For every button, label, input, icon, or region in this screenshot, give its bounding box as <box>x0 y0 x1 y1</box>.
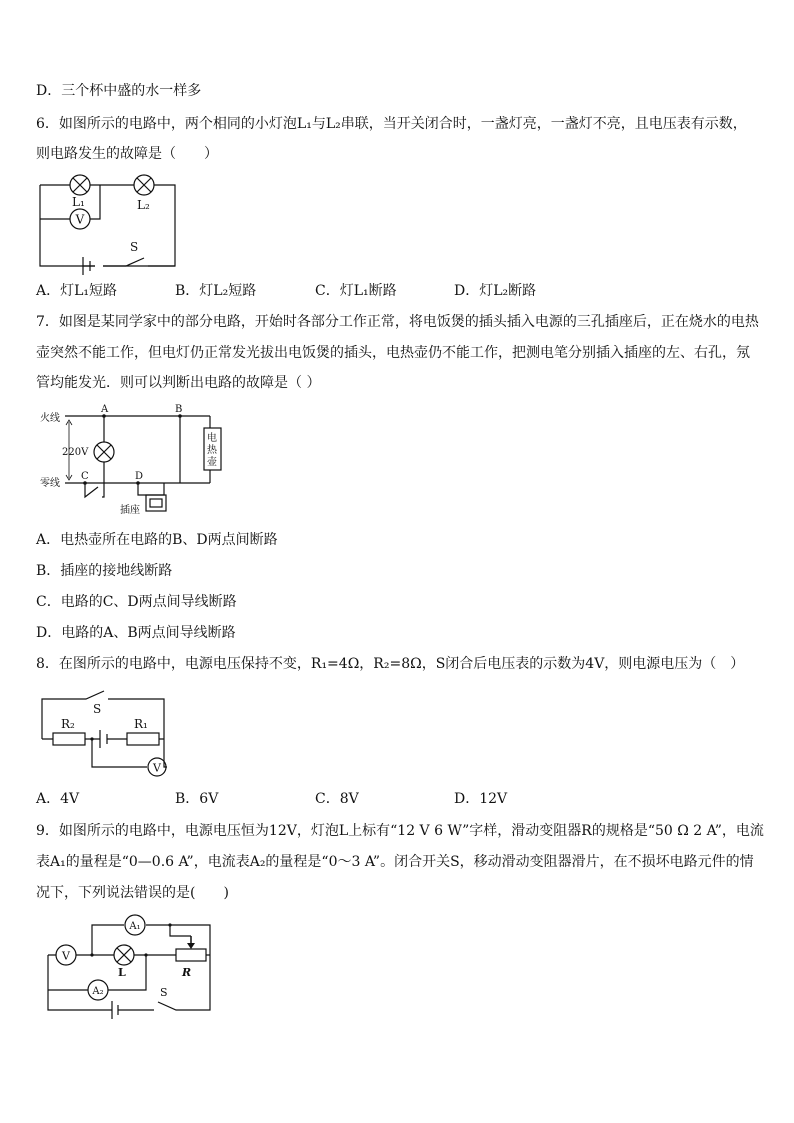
q6-stem-line2: 则电路发生的故障是（ ） <box>36 146 218 162</box>
q7-option-d[interactable]: D．电路的A、B两点间导线断路 <box>36 625 236 641</box>
q8-stem-line1: 8．在图所示的电路中，电源电压保持不变，R₁=4Ω，R₂=8Ω，S闭合后电压表的示数为4V，则电源电压为（ ） <box>36 656 745 672</box>
q6-battery-icon <box>83 257 95 275</box>
q7-stem-line2: 壶突然不能工作，但电灯仍正常发光拔出电饭煲的插头，电热壶仍不能工作，把测电笔分别插入插座的左、右孔，氖 <box>36 345 750 361</box>
q8-label-r1: R₁ <box>134 717 148 731</box>
q6-label-l1: L₁ <box>72 195 85 209</box>
q6-option-c[interactable]: C．灯L₁断路 <box>315 283 397 299</box>
q7-household-circuit-diagram <box>40 400 230 520</box>
q6-lamp-l1-icon <box>70 175 90 195</box>
q6-circuit-diagram <box>38 172 178 272</box>
q8-option-b[interactable]: B．6V <box>175 791 219 807</box>
q7-label-voltage: 220V <box>62 447 89 458</box>
q7-label-neutral: 零线 <box>40 478 60 489</box>
q8-resistor-r1-icon <box>127 733 159 745</box>
q7-label-kettle-3: 壶 <box>207 457 217 468</box>
q7-label-kettle-2: 热 <box>207 445 217 456</box>
q7-lamp-icon <box>94 442 114 462</box>
q7-switch-icon <box>85 483 104 497</box>
q6-option-d[interactable]: D．灯L₂断路 <box>454 283 537 299</box>
q6-lamp-l2-icon <box>134 175 154 195</box>
q7-label-c: C <box>81 471 89 482</box>
q8-circuit-diagram <box>40 688 175 778</box>
q7-label-b: B <box>175 404 183 415</box>
q6-stem-line1: 6．如图所示的电路中，两个相同的小灯泡L₁与L₂串联，当开关闭合时，一盏灯亮，一盏灯不亮，且电压表有示数， <box>36 116 747 132</box>
q9-label-l: L <box>118 966 126 979</box>
q9-stem-line2: 表A₁的量程是“0—0.6 A”，电流表A₂的量程是“0～3 A”。闭合开关S，移动滑动变阻器滑片，在不损坏电路元件的情 <box>36 854 754 870</box>
q7-label-kettle-1: 电 <box>207 433 217 444</box>
q7-stem-line1: 7．如图是某同学家中的部分电路，开始时各部分工作正常，将电饭煲的插头插入电源的三孔插座后，正在烧水的电热 <box>36 314 759 330</box>
q7-label-d: D <box>135 471 144 482</box>
q8-label-s: S <box>93 702 102 716</box>
q6-option-a[interactable]: A．灯L₁短路 <box>36 283 118 299</box>
q9-battery-icon <box>112 1001 118 1019</box>
q9-label-s: S <box>160 986 168 999</box>
q7-option-b[interactable]: B．插座的接地线断路 <box>36 563 173 579</box>
q8-label-r2: R₂ <box>61 717 75 731</box>
q9-label-r: R <box>182 966 192 979</box>
q7-option-a[interactable]: A．电热壶所在电路的B、D两点间断路 <box>36 532 278 548</box>
q9-stem-line3: 况下，下列说法错误的是( ) <box>36 885 229 901</box>
q8-battery-icon <box>100 730 115 748</box>
q8-option-c[interactable]: C．8V <box>315 791 359 807</box>
q9-ammeter-a2-icon <box>88 980 108 1000</box>
q9-voltmeter-label: V <box>62 949 70 963</box>
q8-resistor-r2-icon <box>53 733 85 745</box>
q6-label-l2: L₂ <box>137 198 150 212</box>
q7-label-a: A <box>101 404 109 415</box>
q9-lamp-icon <box>114 945 134 965</box>
q7-socket-icon <box>146 495 166 511</box>
q7-stem-line3: 管均能发光．则可以判断出电路的故障是（ ） <box>36 375 321 391</box>
q9-voltmeter-icon <box>56 945 76 965</box>
q6-voltmeter-icon <box>70 209 90 229</box>
q8-option-a[interactable]: A．4V <box>36 791 80 807</box>
q9-ammeter-a2-label: A₂ <box>92 986 104 997</box>
q8-option-d[interactable]: D．12V <box>454 791 508 807</box>
q7-label-live: 火线 <box>40 413 60 424</box>
q9-circuit-diagram <box>42 910 222 1028</box>
q9-ammeter-a1-label: A₁ <box>129 921 141 932</box>
q6-voltmeter-label: V <box>75 212 85 227</box>
q9-ammeter-a1-icon <box>125 915 145 935</box>
q7-option-c[interactable]: C．电路的C、D两点间导线断路 <box>36 594 237 610</box>
q5-option-d: D．三个杯中盛的水一样多 <box>36 83 202 99</box>
q7-label-socket: 插座 <box>120 505 140 516</box>
q6-option-b[interactable]: B．灯L₂短路 <box>175 283 257 299</box>
q9-stem-line1: 9．如图所示的电路中，电源电压恒为12V，灯泡L上标有“12 V 6 W”字样，滑动变阻器R的规格是“50 Ω 2 A”，电流 <box>36 823 764 839</box>
q6-label-s: S <box>130 240 139 254</box>
q6-switch-icon <box>103 258 175 266</box>
q8-voltmeter-label: V <box>153 761 161 775</box>
q8-voltmeter-icon <box>148 758 166 776</box>
